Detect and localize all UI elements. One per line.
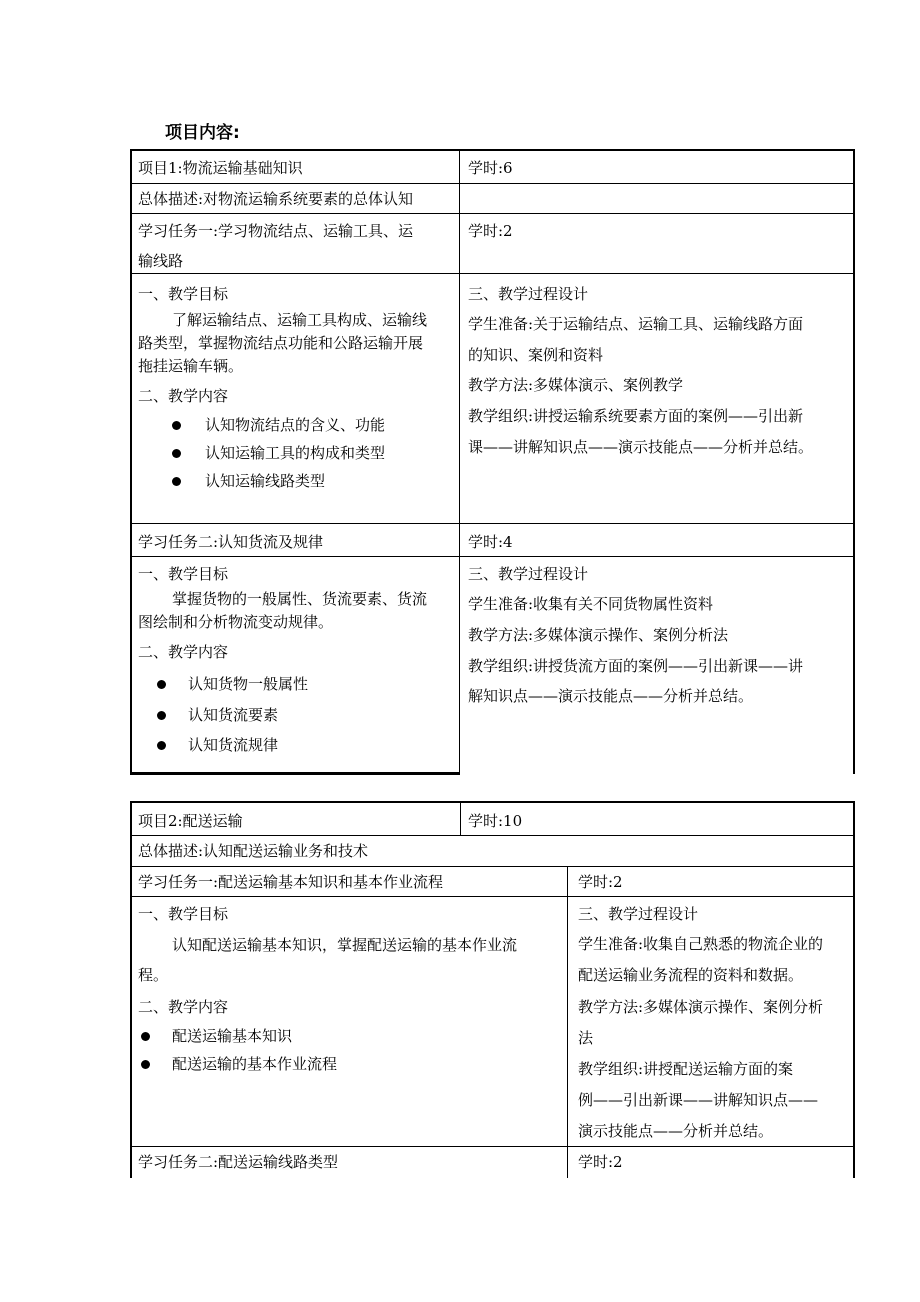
p1-task1-content-heading: 二、教学内容 [138,387,229,405]
t2-top-divider [460,801,461,835]
p1-task2-process-heading: 三、教学过程设计 [468,565,589,583]
p2-task1-content-heading: 二、教学内容 [138,998,229,1016]
p1-task2-goal-heading: 一、教学目标 [138,565,229,583]
p1-task2-title: 学习任务二:认知货流及规律 [138,533,324,551]
p1-task2-goal-line: 图绘制和分析物流变动规律。 [138,613,334,631]
p1-task2-process-line: 学生准备:收集有关不同货物属性资料 [468,595,714,613]
t2-lower-divider [567,866,568,1178]
p2-task1-process-line: 教学组织:讲授配送运输方面的案 [578,1060,794,1078]
p1-task1-process-line: 教学组织:讲授运输系统要素方面的案例——引出新 [468,407,804,425]
t1-bottom-border [130,772,460,775]
p1-task1-content-item: 认知物流结点的含义、功能 [205,416,386,434]
p2-task1-process-line: 学生准备:收集自己熟悉的物流企业的 [578,935,824,953]
p2-task1-hours: 学时:2 [578,873,623,891]
t2-top-border [130,801,855,803]
t2-left-border [130,801,132,1178]
section-heading: 项目内容: [165,123,240,143]
p2-task1-goal-line: 程。 [138,966,169,984]
p2-task1-process-line: 例——引出新课——讲解知识点—— [578,1091,819,1109]
p2-task1-process-line: 法 [578,1029,594,1047]
p1-task2-content-heading: 二、教学内容 [138,643,229,661]
p1-task1-goal-line: 拖挂运输车辆。 [138,357,244,375]
bullet-icon [141,1060,150,1069]
p1-task1-goal-line: 路类型，掌握物流结点功能和公路运输开展 [138,334,424,352]
p1-task2-process-line: 教学组织:讲授货流方面的案例——引出新课——讲 [468,657,804,675]
p1-task1-content-item: 认知运输工具的构成和类型 [205,444,386,462]
p2-task2-title: 学习任务二:配送运输线路类型 [138,1153,339,1171]
project1-overview: 总体描述:对物流运输系统要素的总体认知 [138,190,414,208]
p1-task1-title: 学习任务一:学习物流结点、运输工具、运 [138,222,414,240]
t2-right-border [853,801,855,1178]
p2-task1-process-heading: 三、教学过程设计 [578,905,699,923]
p2-task1-process-line: 教学方法:多媒体演示操作、案例分析 [578,998,824,1016]
project1-title: 项目1:物流运输基础知识 [138,159,303,177]
t1-mid-divider [459,149,460,775]
project1-hours: 学时:6 [468,159,513,177]
p1-task2-process-line: 解知识点——演示技能点——分析并总结。 [468,687,754,705]
p2-task2-hours: 学时:2 [578,1153,623,1171]
p1-task1-goal-line: 了解运输结点、运输工具构成、运输线 [172,311,428,329]
project2-title: 项目2:配送运输 [138,812,243,830]
bullet-icon [172,421,181,430]
t1-row-line [130,523,855,524]
bullet-icon [141,1032,150,1041]
bullet-icon [172,449,181,458]
p1-task1-process-line: 学生准备:关于运输结点、运输工具、运输线路方面 [468,315,804,333]
t1-left-border [130,149,132,775]
p1-task1-hours: 学时:2 [468,222,513,240]
p1-task1-content-item: 认知运输线路类型 [205,472,326,490]
t1-top-border [130,149,855,151]
p1-task2-goal-line: 掌握货物的一般属性、货流要素、货流 [172,590,428,608]
p2-task1-goal-heading: 一、教学目标 [138,905,229,923]
bullet-icon [157,711,166,720]
p2-task1-title: 学习任务一:配送运输基本知识和基本作业流程 [138,873,444,891]
p2-task1-process-line: 配送运输业务流程的资料和数据。 [578,966,804,984]
p2-task1-process-line: 演示技能点——分析并总结。 [578,1122,774,1140]
p1-task1-process-line: 教学方法:多媒体演示、案例教学 [468,376,684,394]
project2-overview: 总体描述:认知配送运输业务和技术 [138,842,369,860]
p1-task1-goal-heading: 一、教学目标 [138,285,229,303]
bullet-icon [157,680,166,689]
project2-hours: 学时:10 [468,812,523,830]
p1-task1-process-line: 的知识、案例和资料 [468,346,604,364]
p1-task1-title-cont: 输线路 [138,252,184,270]
p1-task2-content-item: 认知货流规律 [188,736,279,754]
p1-task1-process-line: 课——讲解知识点——演示技能点——分析并总结。 [468,438,814,456]
p2-task1-goal-line: 认知配送运输基本知识，掌握配送运输的基本作业流 [172,936,518,954]
p2-task1-content-item: 配送运输的基本作业流程 [172,1055,338,1073]
p2-task1-content-item: 配送运输基本知识 [172,1027,293,1045]
t1-row-line [130,273,855,274]
bullet-icon [157,741,166,750]
bullet-icon [172,477,181,486]
t1-right-border [853,149,855,774]
p1-task2-process-line: 教学方法:多媒体演示操作、案例分析法 [468,626,729,644]
p1-task2-content-item: 认知货流要素 [188,706,279,724]
p1-task2-content-item: 认知货物一般属性 [188,675,309,693]
p1-task1-process-heading: 三、教学过程设计 [468,285,589,303]
p1-task2-hours: 学时:4 [468,533,513,551]
